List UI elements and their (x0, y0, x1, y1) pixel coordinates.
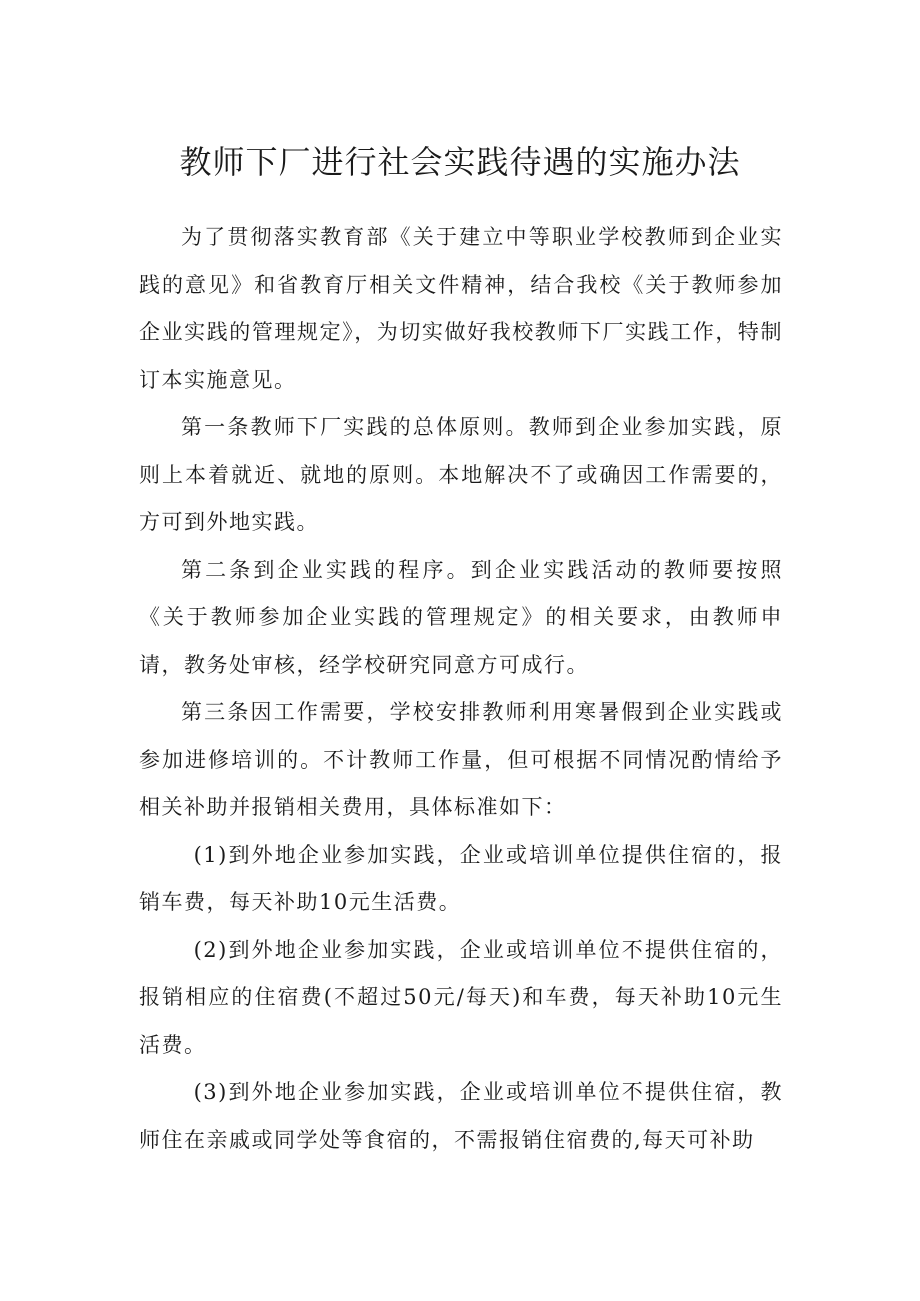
article-1-paragraph: 第一条教师下厂实践的总体原则。教师到企业参加实践，原则上本着就近、就地的原则。本地解决不了或确因工作需要的，方可到外地实践。 (139, 415, 783, 534)
list-item-1: (1)到外地企业参加实践，企业或培训单位提供住宿的，报销车费，每天补助10元生活费。 (139, 842, 783, 914)
intro-paragraph: 为了贯彻落实教育部《关于建立中等职业学校教师到企业实践的意见》和省教育厅相关文件精神，结合我校《关于教师参加企业实践的管理规定》，为切实做好我校教师下厂实践工作，特制订本实施意见。 (139, 225, 783, 392)
list-item-3: (3)到外地企业参加实践，企业或培训单位不提供住宿，教师住在亲戚或同学处等食宿的，不需报销住宿费的,每天可补助 (139, 1080, 783, 1152)
document-title: 教师下厂进行社会实践待遇的实施办法 (179, 143, 741, 181)
article-2-paragraph: 第二条到企业实践的程序。到企业实践活动的教师要按照《关于教师参加企业实践的管理规定》的相关要求，由教师申请，教务处审核，经学校研究同意方可成行。 (139, 557, 783, 677)
article-3-paragraph: 第三条因工作需要，学校安排教师利用寒暑假到企业实践或参加进修培训的。不计教师工作量，但可根据不同情况酌情给予相关补助并报销相关费用，具体标准如下： (139, 700, 783, 819)
list-item-2: (2)到外地企业参加实践，企业或培训单位不提供住宿的，报销相应的住宿费(不超过50元/每天)和车费，每天补助10元生活费。 (139, 937, 783, 1057)
document-body (139, 214, 783, 1164)
